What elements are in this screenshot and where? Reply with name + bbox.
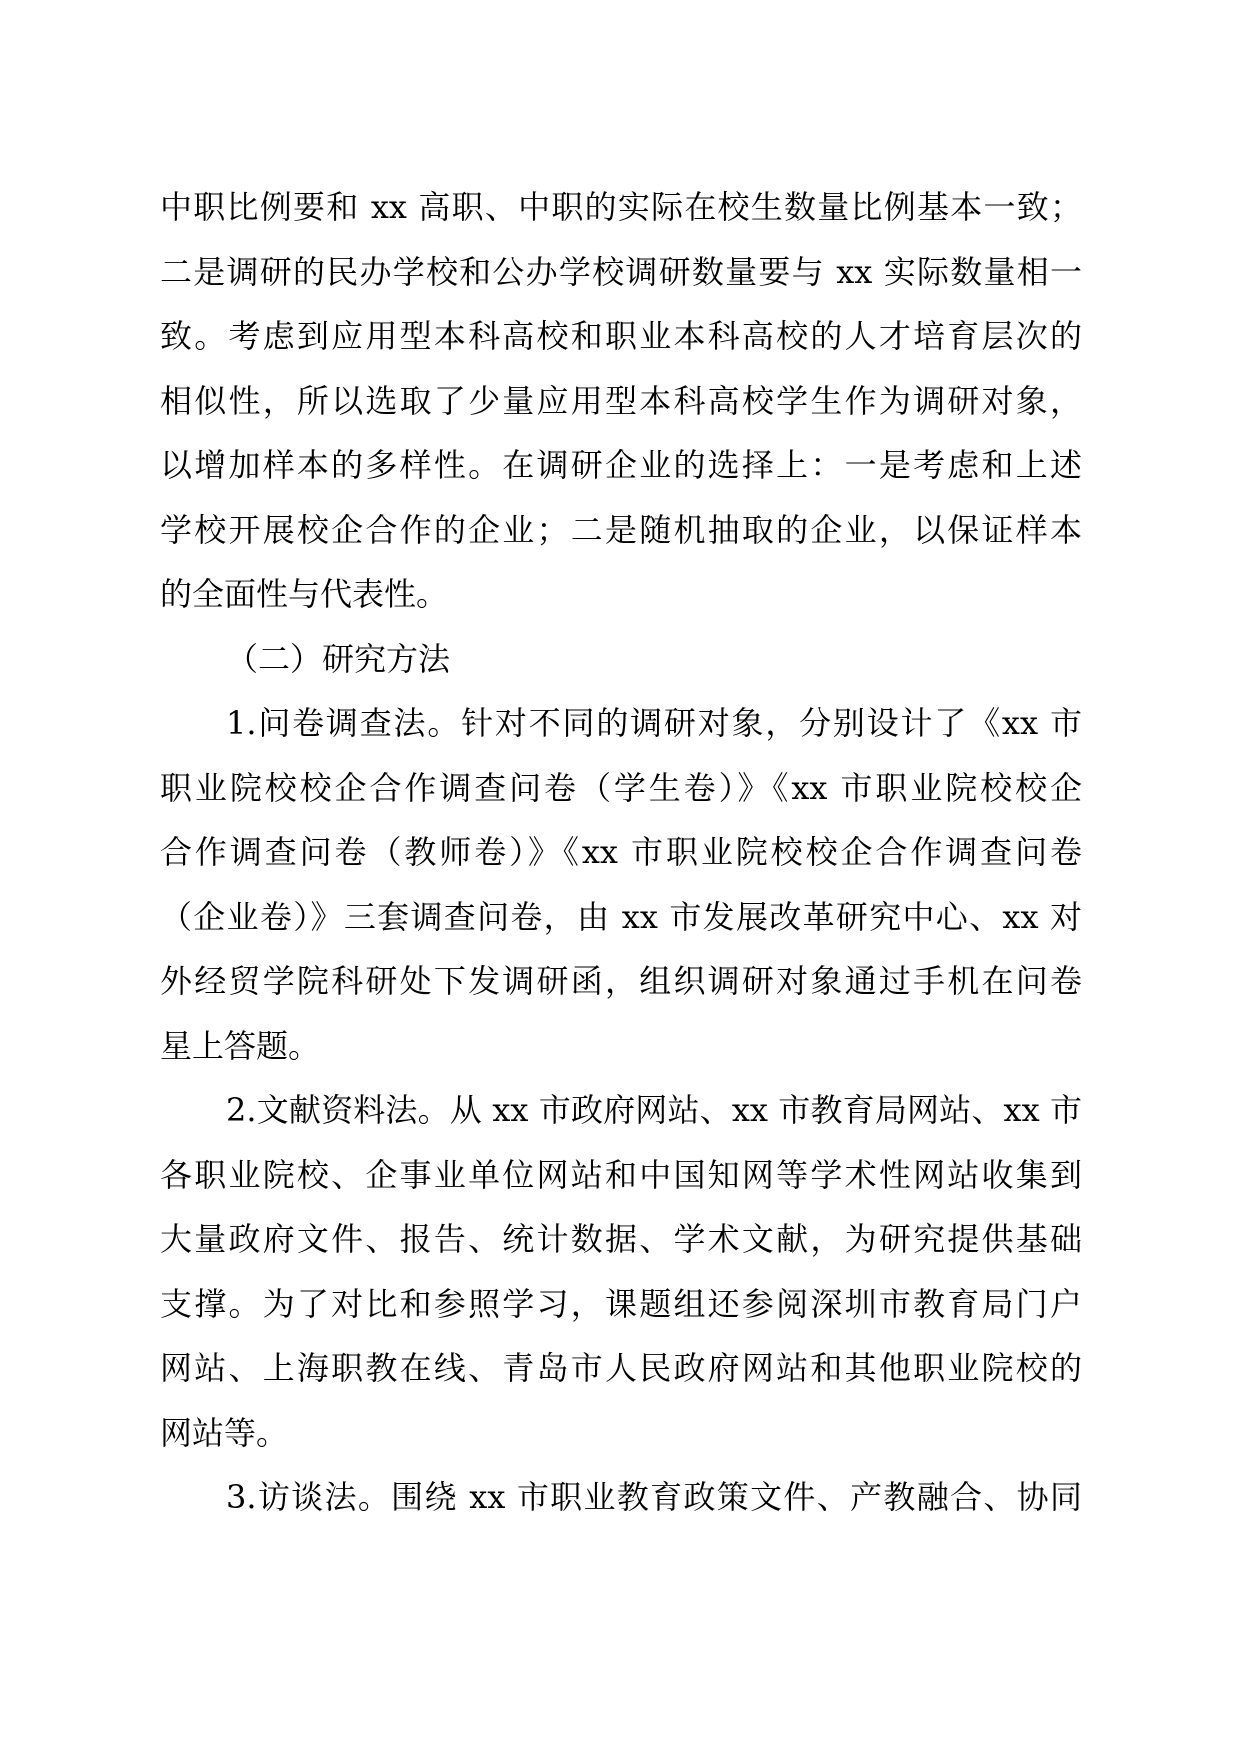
text-line: 各职业院校、企事业单位网站和中国知网等学术性网站收集到: [160, 1155, 1082, 1194]
text-line: 的全面性与代表性。: [160, 575, 449, 613]
text-line: 网站等。: [160, 1413, 289, 1452]
text-line: 支撑。为了对比和参照学习，课题组还参阅深圳市教育局门户: [160, 1284, 1082, 1323]
section-heading: （二）研究方法: [226, 639, 451, 678]
paragraph-sample-selection: [160, 175, 1082, 627]
text-line: （企业卷）》三套调查问卷，由 xx 市发展改革研究中心、xx 对: [160, 897, 1082, 936]
text-line: 相似性，所以选取了少量应用型本科高校学生作为调研对象，: [160, 381, 1082, 420]
text-line: 星上答题。: [160, 1026, 321, 1065]
text-line: 2.文献资料法。从 xx 市政府网站、xx 市教育局网站、xx 市: [226, 1091, 1082, 1129]
text-line: 外经贸学院科研处下发调研函，组织调研对象通过手机在问卷: [160, 962, 1082, 1000]
document-body: [160, 175, 1082, 1530]
text-line: 职业院校校企合作调查问卷（学生卷）》《xx 市职业院校校企: [160, 768, 1082, 807]
text-line: 学校开展校企合作的企业；二是随机抽取的企业，以保证样本: [160, 510, 1082, 549]
paragraph-interview-method: [160, 1465, 1082, 1530]
text-line: 网站、上海职教在线、青岛市人民政府网站和其他职业院校的: [160, 1349, 1082, 1387]
text-line: 中职比例要和 xx 高职、中职的实际在校生数量比例基本一致；: [160, 188, 1082, 226]
text-line: 二是调研的民办学校和公办学校调研数量要与 xx 实际数量相一: [160, 252, 1082, 291]
text-line: 合作调查问卷（教师卷）》《xx 市职业院校校企合作调查问卷: [160, 833, 1082, 871]
text-line: 大量政府文件、报告、统计数据、学术文献，为研究提供基础: [160, 1220, 1082, 1258]
text-line: 3.访谈法。围绕 xx 市职业教育政策文件、产教融合、协同: [226, 1478, 1082, 1516]
paragraph-literature-method: [160, 1078, 1082, 1465]
text-line: 以增加样本的多样性。在调研企业的选择上：一是考虑和上述: [160, 446, 1082, 484]
paragraph-questionnaire-method: [160, 691, 1082, 1078]
text-line: 1.问卷调查法。针对不同的调研对象，分别设计了《xx 市: [226, 704, 1082, 742]
text-line: 致。考虑到应用型本科高校和职业本科高校的人才培育层次的: [160, 317, 1082, 355]
